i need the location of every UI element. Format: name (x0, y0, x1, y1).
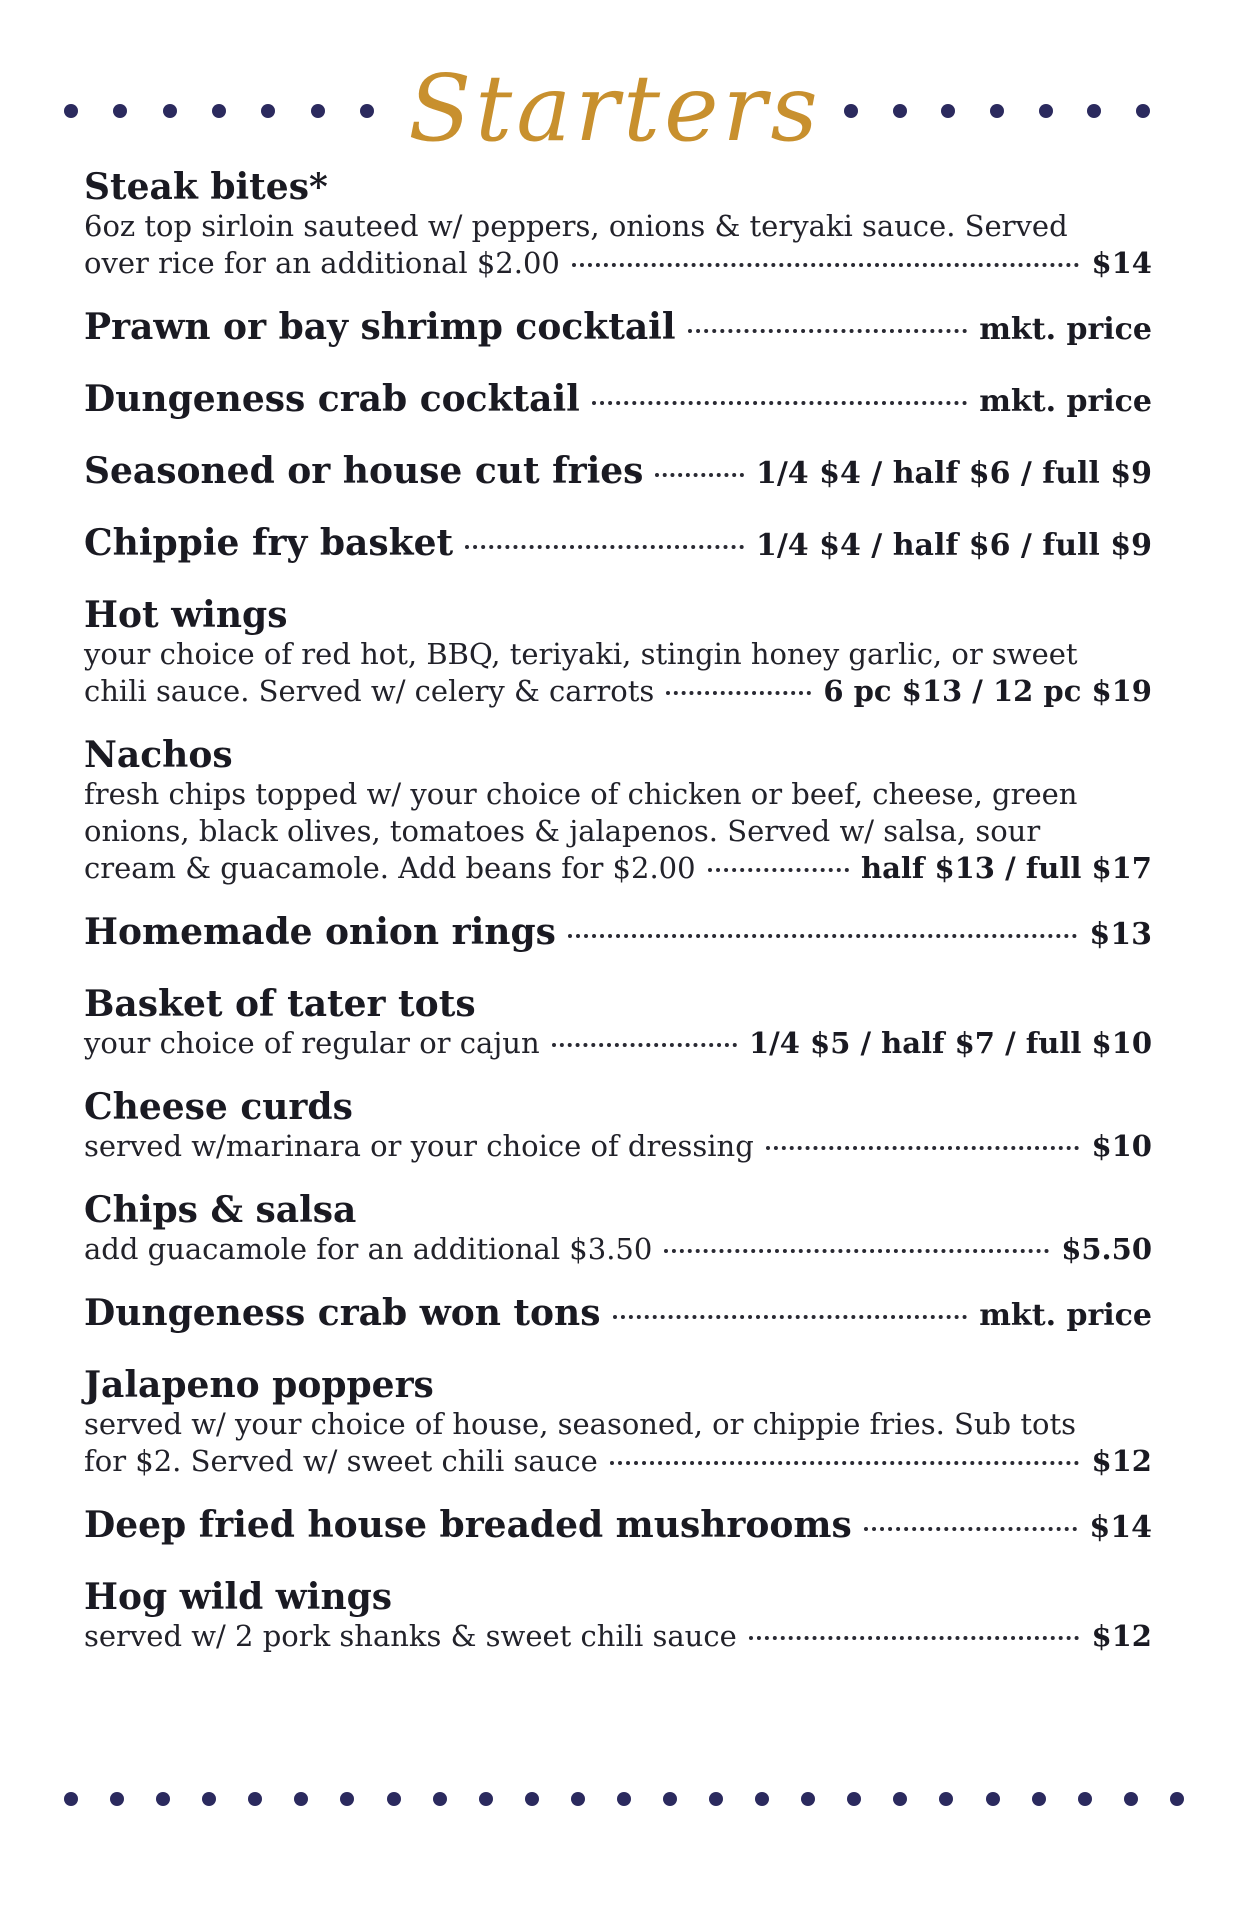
item-description: over rice for an additional $2.00 (84, 246, 560, 280)
item-name: Dungeness crab won tons (84, 1292, 601, 1334)
item-description: served w/marinara or your choice of dressing (84, 1129, 754, 1163)
item-description: fresh chips topped w/ your choice of chicken or beef, cheese, green (84, 777, 1078, 811)
dot-icon (110, 1792, 124, 1806)
item-price-row (84, 1025, 1152, 1062)
item-price-row (84, 378, 1152, 420)
item-name: Jalapeno poppers (84, 1364, 434, 1406)
item-price-row (84, 245, 1152, 282)
dot-icon (755, 1792, 769, 1806)
menu-item (84, 522, 1152, 564)
dot-icon (479, 1792, 493, 1806)
dot-icon (1087, 104, 1101, 118)
dot-leader (465, 545, 744, 549)
menu-item (84, 1576, 1152, 1655)
item-name: Seasoned or house cut fries (84, 450, 644, 492)
dot-icon (801, 1792, 815, 1806)
dot-icon (663, 1792, 677, 1806)
dot-icon (202, 1792, 216, 1806)
dot-icon (156, 1792, 170, 1806)
dot-icon (163, 104, 177, 118)
item-price-row (84, 1504, 1152, 1546)
menu-item (84, 911, 1152, 953)
item-description: cream & guacamole. Add beans for $2.00 (84, 851, 696, 885)
item-name: Cheese curds (84, 1086, 353, 1128)
item-price-row (84, 306, 1152, 348)
dot-icon (1124, 1792, 1138, 1806)
item-name: Chippie fry basket (84, 522, 454, 564)
section-title: Starters (408, 54, 822, 162)
item-price-row (84, 1292, 1152, 1334)
menu-item (84, 734, 1152, 887)
item-name: Prawn or bay shrimp cocktail (84, 306, 676, 348)
item-price-row (84, 450, 1152, 492)
item-price: mkt. price (979, 1298, 1152, 1333)
dot-icon (1170, 1792, 1184, 1806)
item-price: $14 (1091, 246, 1152, 280)
item-price: $10 (1091, 1129, 1152, 1163)
dot-leader (613, 1315, 968, 1319)
item-name: Dungeness crab cocktail (84, 378, 580, 420)
dot-leader (766, 1146, 1080, 1150)
dot-icon (294, 1792, 308, 1806)
section-header (0, 48, 1243, 168)
dot-leader (664, 1249, 1049, 1253)
dot-icon (1078, 1792, 1092, 1806)
dot-icon (709, 1792, 723, 1806)
dot-leader (688, 329, 968, 333)
menu-item (84, 1292, 1152, 1334)
item-price: $14 (1089, 1510, 1152, 1545)
item-price: $12 (1091, 1444, 1152, 1478)
item-price: mkt. price (979, 384, 1152, 419)
dot-icon (261, 104, 275, 118)
item-price: $13 (1089, 917, 1152, 952)
menu-item (84, 983, 1152, 1062)
menu-list (84, 166, 1152, 1679)
item-name: Nachos (84, 734, 233, 776)
menu-item (84, 594, 1152, 710)
item-name: Deep fried house breaded mushrooms (84, 1504, 852, 1546)
item-name: Hot wings (84, 594, 288, 636)
dot-icon (311, 104, 325, 118)
dot-leader (592, 401, 967, 405)
item-price-row (84, 850, 1152, 887)
item-description: add guacamole for an additional $3.50 (84, 1232, 653, 1266)
item-price: 1/4 $5 / half $7 / full $10 (748, 1026, 1152, 1060)
item-price: half $13 / full $17 (860, 851, 1152, 885)
item-description: chili sauce. Served w/ celery & carrots (84, 674, 655, 708)
dot-leader (655, 473, 744, 477)
item-name: Steak bites* (84, 166, 328, 208)
item-description: 6oz top sirloin sauteed w/ peppers, onions & teryaki sauce. Served (84, 209, 1068, 243)
dot-leader (552, 1043, 737, 1047)
item-name: Chips & salsa (84, 1189, 357, 1231)
item-description: onions, black olives, tomatoes & jalapenos. Served w/ salsa, sour (84, 814, 1041, 848)
dot-icon (571, 1792, 585, 1806)
item-name: Basket of tater tots (84, 983, 476, 1025)
dot-icon (844, 104, 858, 118)
dot-icon (248, 1792, 262, 1806)
menu-item (84, 1189, 1152, 1268)
item-price-row (84, 1128, 1152, 1165)
dot-icon (64, 1792, 78, 1806)
dot-icon (360, 104, 374, 118)
item-description: your choice of regular or cajun (84, 1026, 540, 1060)
item-price-row (84, 911, 1152, 953)
item-description: served w/ 2 pork shanks & sweet chili sauce (84, 1619, 737, 1653)
dot-icon (525, 1792, 539, 1806)
item-price: mkt. price (979, 312, 1152, 347)
item-price: 1/4 $4 / half $6 / full $9 (755, 528, 1152, 563)
dot-icon (990, 104, 1004, 118)
item-price-row (84, 1231, 1152, 1268)
item-description: served w/ your choice of house, seasoned, or chippie fries. Sub tots (84, 1407, 1076, 1441)
menu-item (84, 450, 1152, 492)
decorative-dots-footer (64, 1792, 1184, 1806)
item-price: $5.50 (1061, 1232, 1152, 1266)
dot-icon (1039, 104, 1053, 118)
item-price-row (84, 522, 1152, 564)
dot-leader (864, 1527, 1078, 1531)
item-name: Homemade onion rings (84, 911, 556, 953)
dot-icon (212, 104, 226, 118)
dot-leader (568, 934, 1077, 938)
item-description: your choice of red hot, BBQ, teriyaki, stingin honey garlic, or sweet (84, 637, 1078, 671)
item-price: $12 (1091, 1619, 1152, 1653)
dot-icon (941, 104, 955, 118)
dot-icon (387, 1792, 401, 1806)
dot-icon (64, 104, 78, 118)
dot-icon (340, 1792, 354, 1806)
dot-icon (847, 1792, 861, 1806)
decorative-dots-right (844, 104, 1150, 118)
dot-leader (708, 868, 849, 872)
item-price-row (84, 1618, 1152, 1655)
dot-icon (986, 1792, 1000, 1806)
dot-leader (572, 263, 1080, 267)
menu-item (84, 378, 1152, 420)
item-description: for $2. Served w/ sweet chili sauce (84, 1444, 598, 1478)
dot-icon (433, 1792, 447, 1806)
menu-item (84, 166, 1152, 282)
dot-leader (610, 1461, 1080, 1465)
dot-icon (893, 1792, 907, 1806)
item-price: 1/4 $4 / half $6 / full $9 (755, 456, 1152, 491)
dot-icon (617, 1792, 631, 1806)
dot-leader (749, 1636, 1080, 1640)
dot-icon (1136, 104, 1150, 118)
dot-icon (893, 104, 907, 118)
dot-icon (1032, 1792, 1046, 1806)
menu-item (84, 1364, 1152, 1480)
dot-icon (113, 104, 127, 118)
dot-leader (666, 691, 811, 695)
menu-item (84, 1086, 1152, 1165)
item-name: Hog wild wings (84, 1576, 393, 1618)
item-price: 6 pc $13 / 12 pc $19 (823, 674, 1152, 708)
menu-item (84, 306, 1152, 348)
decorative-dots-left (64, 104, 374, 118)
dot-icon (939, 1792, 953, 1806)
menu-item (84, 1504, 1152, 1546)
item-price-row (84, 673, 1152, 710)
item-price-row (84, 1443, 1152, 1480)
